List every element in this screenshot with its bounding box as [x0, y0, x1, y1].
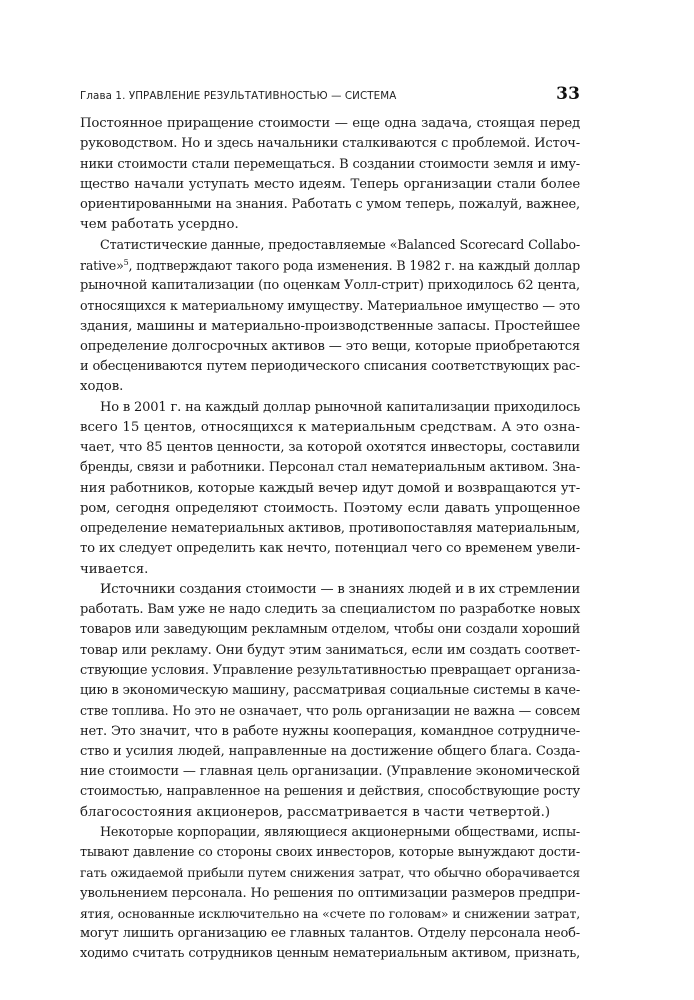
text-line: ориентированными на знания. Работать с умом теперь, пожалуй, важнее,	[80, 197, 580, 212]
text-line: щество начали уступать место идеям. Теперь организации стали более	[80, 176, 580, 192]
running-head	[80, 86, 580, 106]
text-line: чает, что 85 центов ценности, за которой охотятся инвесторы, составили	[80, 440, 580, 455]
text-line: здания, машины и материально-производственные запасы. Простейшее	[80, 318, 580, 334]
text-fragment: rative»	[80, 257, 124, 273]
text-line: и обесцениваются путем периодического списания соответствующих рас-	[80, 359, 580, 374]
text-line: цию в экономическую машину, рассматривая социальные системы в каче-	[80, 683, 580, 698]
text-line: увольнением персонала. Но решения по оптимизации размеров предпри-	[80, 885, 580, 901]
text-line: ники стоимости стали перемещаться. В создании стоимости земля и иму-	[80, 156, 580, 172]
footnote-reference[interactable]: 5	[123, 257, 129, 267]
text-line: ходимо считать сотрудников ценным нематериальным активом, признать,	[80, 946, 580, 962]
text-line: то их следует определить как нечто, потенциал чего со временем увели-	[80, 541, 580, 557]
chapter-title: Глава 1. УПРАВЛЕНИЕ РЕЗУЛЬТАТИВНОСТЬЮ — СИСТЕМА	[80, 90, 397, 102]
paragraph	[80, 236, 580, 398]
text-line: определение нематериальных активов, противопоставляя материальным,	[80, 521, 580, 536]
text-line: ство и усилия людей, направленные на достижение общего блага. Созда-	[80, 743, 580, 759]
text-line: относящихся к материальному имуществу. Материальное имущество — это	[80, 298, 580, 314]
text-line: Но в 2001 г. на каждый доллар рыночной капитализации приходилось	[100, 399, 580, 415]
text-line: Источники создания стоимости — в знаниях людей и в их стремлении	[100, 581, 580, 597]
text-line: гать ожидаемой прибыли путем снижения затрат, что обычно оборачивается	[80, 866, 580, 881]
text-line: рыночной капитализации (по оценкам Уолл-стрит) приходилось 62 цента,	[80, 278, 580, 293]
text-line: товар или рекламу. Они будут этим заниматься, если им создать соответ-	[80, 642, 580, 658]
text-line: ятия, основанные исключительно на «счете по головам» и снижении затрат,	[80, 905, 580, 921]
text-fragment: , подтверждают такого рода изменения. В 1982 г. на каждый доллар	[128, 257, 580, 273]
paragraph	[80, 580, 580, 823]
text-line: всего 15 центов, относящихся к материальным средствам. А это озна-	[80, 419, 580, 435]
text-line: ходов.	[80, 379, 124, 395]
text-line: нет. Это значит, что в работе нужны кооперация, командное сотрудниче-	[80, 723, 580, 739]
text-line: Некоторые корпорации, являющиеся акционерными обществами, испы-	[100, 824, 580, 840]
text-line: определение долгосрочных активов — это вещи, которые приобретаются	[80, 338, 580, 354]
text-line: товаров или заведующим рекламным отделом, чтобы они создали хороший	[80, 622, 580, 638]
text-line: ния работников, которые каждый вечер идут домой и возвращаются ут-	[80, 480, 580, 496]
paragraph	[80, 398, 580, 580]
text-line: могут лишить организацию ее главных талантов. Отделу персонала необ-	[80, 926, 580, 941]
text-line: ствующие условия. Управление результативностью превращает организа-	[80, 662, 580, 678]
text-line: стве топлива. Но это не означает, что роль организации не важна — совсем	[80, 703, 580, 719]
text-line: ние стоимости — главная цель организации. (Управление экономической	[80, 764, 580, 779]
text-line: руководством. Но и здесь начальники сталкиваются с проблемой. Источ-	[80, 136, 580, 152]
paragraph	[80, 823, 580, 965]
text-line: Статистические данные, предоставляемые «Balanced Scorecard Collabo-	[100, 237, 580, 253]
text-line: ром, сегодня определяют стоимость. Поэтому если давать упрощенное	[80, 500, 580, 516]
text-line: стоимостью, направленное на решения и действия, способствующие росту	[80, 784, 580, 800]
text-line: чивается.	[80, 561, 149, 577]
text-line: бренды, связи и работники. Персонал стал нематериальным активом. Зна-	[80, 460, 580, 476]
text-line: работать. Вам уже не надо следить за специалистом по разработке новых	[80, 602, 580, 617]
text-line: чем работать усердно.	[80, 217, 239, 233]
text-line: тывают давление со стороны своих инвесторов, которые вынуждают дости-	[80, 845, 580, 860]
text-line: Постоянное приращение стоимости — еще одна задача, стоящая перед	[80, 116, 580, 131]
text-line: благосостояния акционеров, рассматривается в части четвертой.)	[80, 804, 551, 820]
body-text	[80, 114, 580, 965]
paragraph	[80, 114, 580, 236]
text-line-with-footnote	[80, 256, 580, 276]
page-number: 33	[556, 84, 580, 104]
